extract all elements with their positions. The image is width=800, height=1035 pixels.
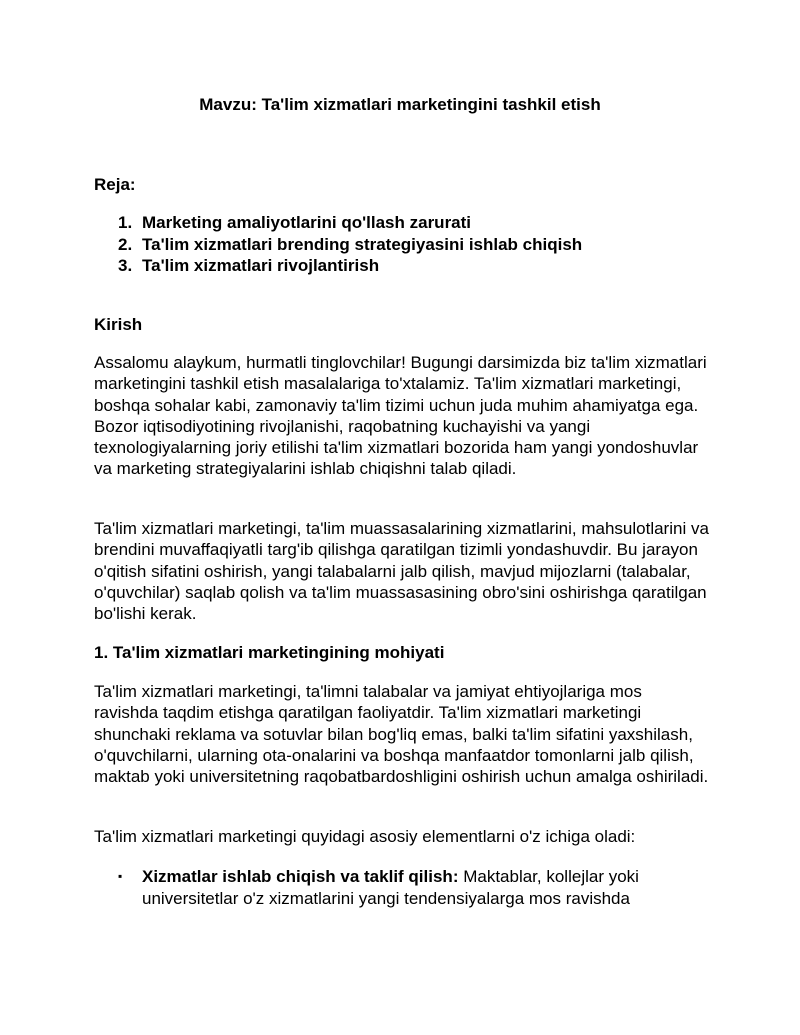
intro-paragraph-2: Ta'lim xizmatlari marketingi, ta'lim muassasalarining xizmatlarini, mahsulotlarini va brendini muvaffaqiyatli targ'ib qilishga qaratilgan tizimli yondashuvdir. Bu jarayon o'qitish sifatini oshirish, yangi talabalarni jalb qilish, mavjud mijozlarni (talabalar, o'quvchilar) saqlab qolish va ta'lim muassasasining obro'sini oshirishga qaratilgan bo'lishi kerak.: [94, 519, 709, 624]
plan-list: [118, 212, 678, 277]
intro-paragraph-1: Assalomu alaykum, hurmatli tinglovchilar! Bugungi darsimizda biz ta'lim xizmatlari marketingini tashkil etish masalalariga to'xtalamiz. Ta'lim xizmatlari marketingi, boshqa sohalar kabi, zamonaviy ta'lim tizimi uchun juda muhim ahamiyatga ega. Bozor iqtisodiyotining rivojlanishi, raqobatning kuchayishi va yangi texnologiyalarning joriy etilishi ta'lim xizmatlari bozorida ham yangi yondoshuvlar va marketing strategiyalarini ishlab chiqishni talab qiladi.: [94, 353, 707, 479]
plan-item: 2. Ta'lim xizmatlari brending strategiyasini ishlab chiqish: [118, 234, 583, 254]
section1: [94, 643, 710, 663]
elements-list: [118, 866, 698, 909]
section1-paragraph-1: Ta'lim xizmatlari marketingi, ta'limni talabalar va jamiyat ehtiyojlariga mos ravishda taqdim etishga qaratilgan faoliyatdir. Ta'lim xizmatlari marketingi shunchaki reklama va sotuvlar bilan bog'liq emas, balki ta'lim sifatini yaxshilash, o'quvchilarni, ularning ota-onalarini va boshqa manfaatdor tomonlarni jalb qilish, maktab yoki universitetning raqobatbardoshligini oshirish uchun amalga oshiriladi.: [94, 682, 709, 787]
plan-item: 3. Ta'lim xizmatlari rivojlantirish: [118, 256, 380, 275]
list-item: ▪ Xizmatlar ishlab chiqish va taklif qilish: Maktablar, kollejlar yoki universitetlar o'z xizmatlarini yangi tendensiyalarga mos ravishda: [118, 867, 639, 908]
section1-paragraph-2: Ta'lim xizmatlari marketingi quyidagi asosiy elementlarni o'z ichiga oladi:: [94, 827, 636, 846]
plan-section: [94, 175, 710, 195]
document-title: Mavzu: Ta'lim xizmatlari marketingini tashkil etish: [199, 95, 601, 114]
intro-section: [94, 315, 710, 335]
plan-item: 1. Marketing amaliyotlarini qo'llash zarurati: [118, 213, 472, 232]
intro-heading: Kirish: [94, 315, 143, 334]
bullet-icon: ▪: [118, 869, 123, 883]
section1-heading: 1. Ta'lim xizmatlari marketingining mohiyati: [94, 643, 445, 662]
plan-heading: Reja:: [94, 175, 136, 194]
